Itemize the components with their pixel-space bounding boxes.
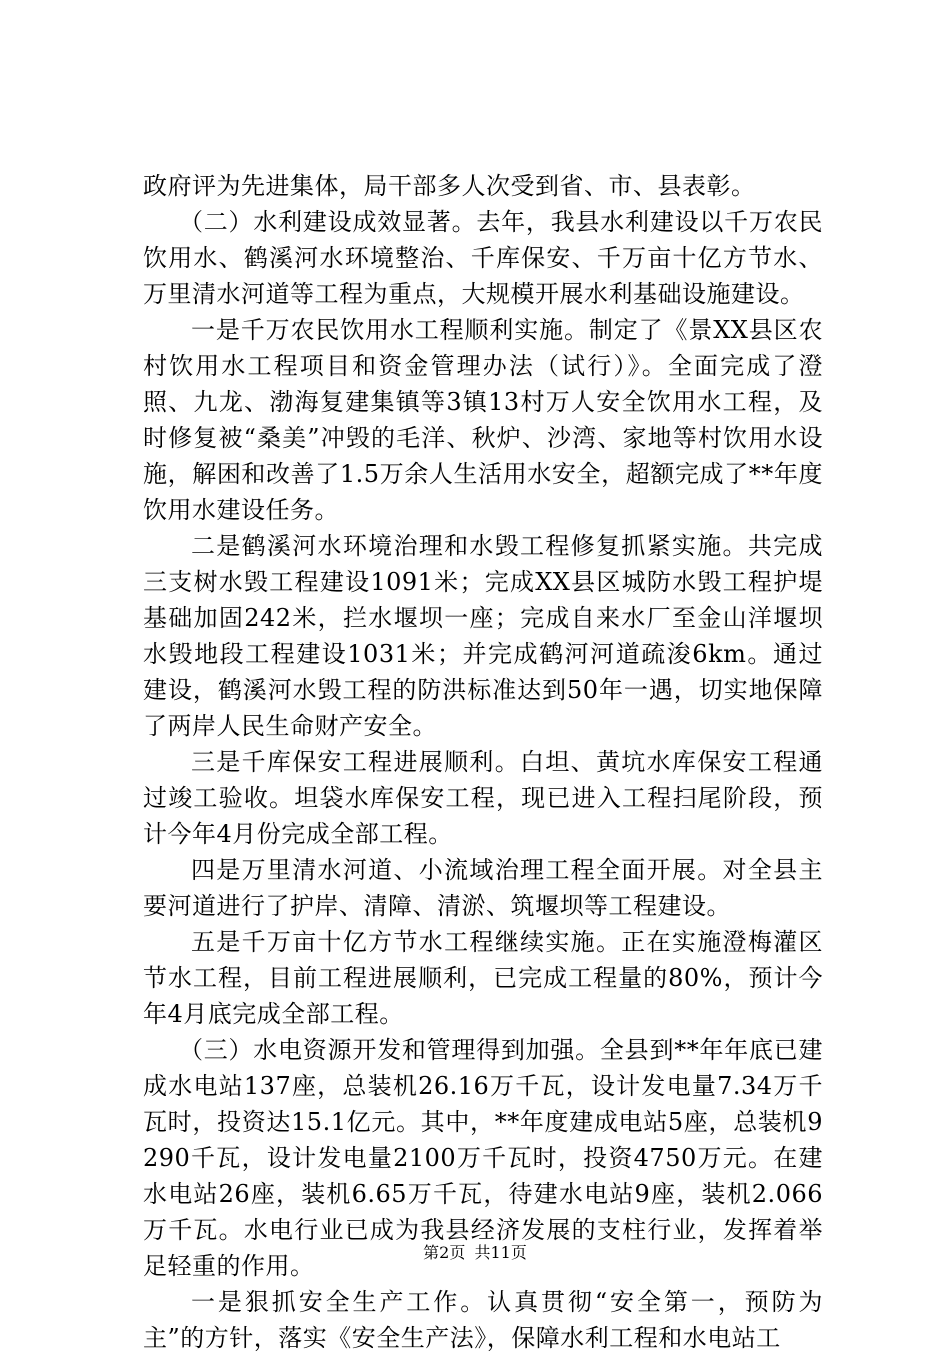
paragraph-continuation: 政府评为先进集体，局干部多人次受到省、市、县表彰。: [143, 172, 756, 200]
page-footer: [0, 1242, 950, 1264]
paragraph-section-2: （二）水利建设成效显著。去年，我县水利建设以千万农民饮用水、鹤溪河水环境整治、千库保安、千万亩十亿方节水、万里清水河道等工程为重点，大规模开展水利基础设施建设。: [143, 208, 823, 308]
paragraph-item-6: 一是狠抓安全生产工作。认真贯彻“安全第一，预防为主”的方针，落实《安全生产法》，保障水利工程和水电站工: [143, 1288, 823, 1352]
paragraph-item-1: 一是千万农民饮用水工程顺利实施。制定了《景XX县区农村饮用水工程项目和资金管理办法（试行）》。全面完成了澄照、九龙、渤海复建集镇等3镇13村万人安全饮用水工程，及时修复被“桑美”冲毁的毛洋、秋炉、沙湾、家地等村饮用水设施，解困和改善了1.5万余人生活用水安全，超额完成了**年度饮用水建设任务。: [143, 316, 823, 524]
document-body: [143, 168, 823, 1356]
page-number: 第2页: [423, 1243, 466, 1262]
paragraph-section-3: （三）水电资源开发和管理得到加强。全县到**年年底已建成水电站137座，总装机26.16万千瓦，设计发电量7.34万千瓦时，投资达15.1亿元。其中，**年度建成电站5座，总装机9290千瓦，设计发电量2100万千瓦时，投资4750万元。在建水电站26座，装机6.65万千瓦，待建水电站9座，装机2.066万千瓦。水电行业已成为我县经济发展的支柱行业，发挥着举足轻重的作用。: [143, 1036, 823, 1280]
paragraph-item-3: 三是千库保安工程进展顺利。白坦、黄坑水库保安工程通过竣工验收。坦袋水库保安工程，现已进入工程扫尾阶段，预计今年4月份完成全部工程。: [143, 748, 823, 848]
paragraph-item-4: 四是万里清水河道、小流域治理工程全面开展。对全县主要河道进行了护岸、清障、清淤、筑堰坝等工程建设。: [143, 856, 823, 920]
paragraph-item-5: 五是千万亩十亿方节水工程继续实施。正在实施澄梅灌区节水工程，目前工程进展顺利，已完成工程量的80%，预计今年4月底完成全部工程。: [143, 928, 823, 1028]
page-total: 共11页: [474, 1243, 527, 1262]
paragraph-item-2: 二是鹤溪河水环境治理和水毁工程修复抓紧实施。共完成三支树水毁工程建设1091米；完成XX县区城防水毁工程护堤基础加固242米，拦水堰坝一座；完成自来水厂至金山洋堰坝水毁地段工程建设1031米；并完成鹤河河道疏浚6km。通过建设，鹤溪河水毁工程的防洪标准达到50年一遇，切实地保障了两岸人民生命财产安全。: [143, 532, 823, 740]
